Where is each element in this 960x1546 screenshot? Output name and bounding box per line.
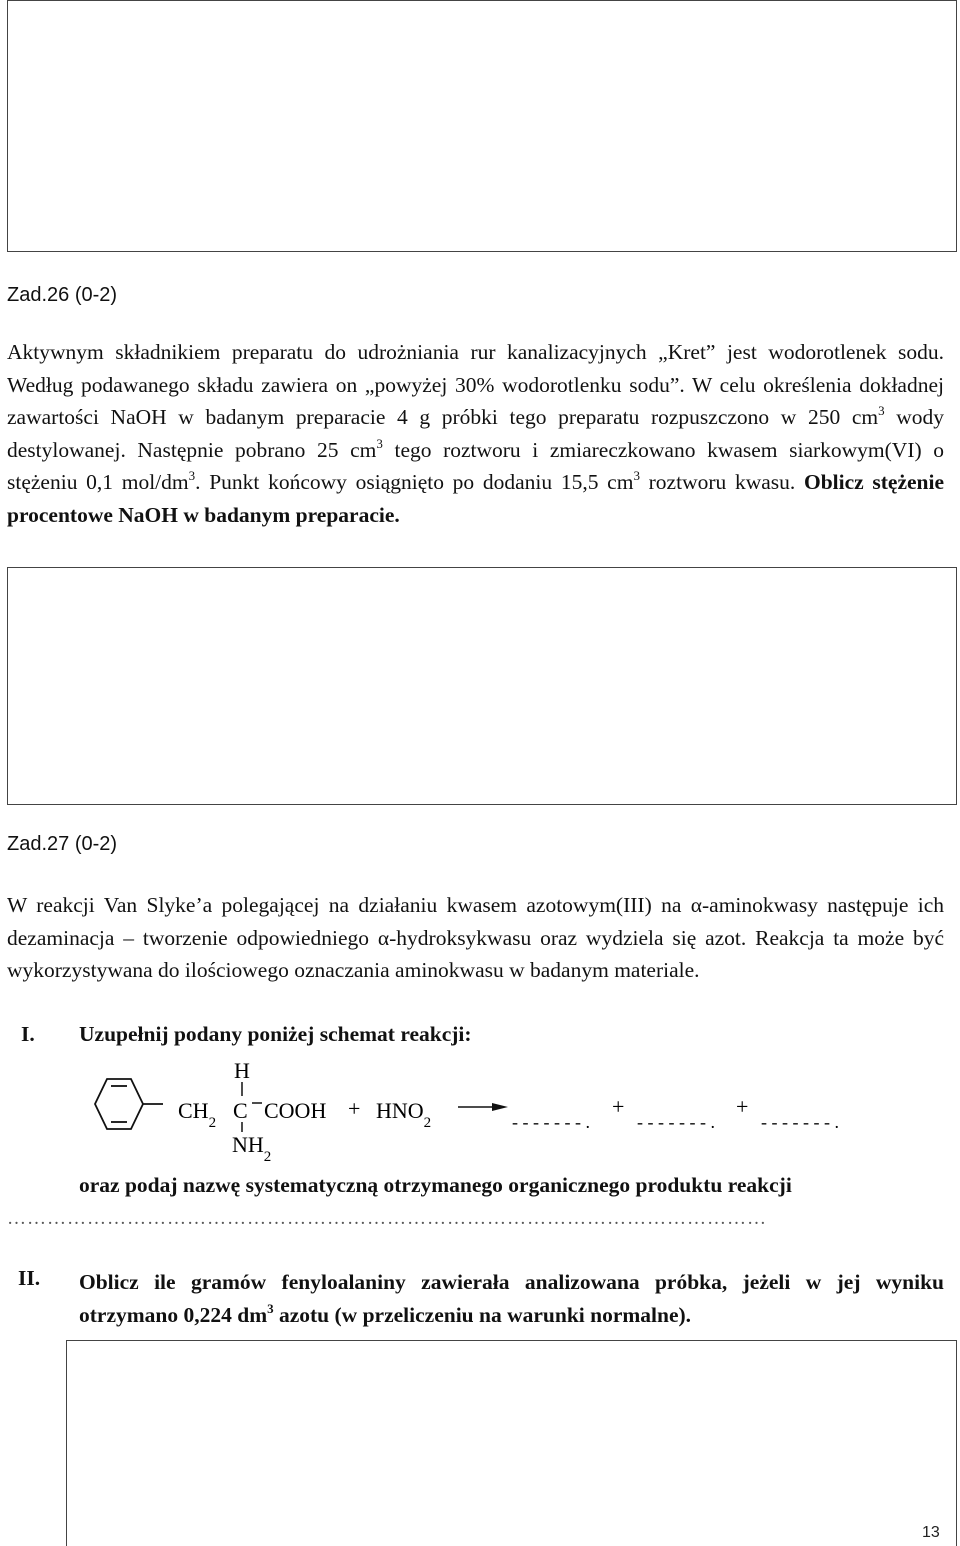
part-1-task: Uzupełnij podany poniżej schemat reakcji: bbox=[79, 1022, 472, 1046]
task-26-heading: Zad.26 (0-2) bbox=[7, 284, 118, 306]
product-blank-3[interactable]: - - - - - - - . bbox=[761, 1112, 839, 1132]
scheme-hno2: $HNO_2$ bbox=[376, 1098, 432, 1131]
benzene-ring-icon bbox=[95, 1079, 163, 1129]
scheme-ch2: $CH_2$ bbox=[178, 1098, 217, 1131]
scheme-plus-3: + bbox=[736, 1094, 749, 1119]
name-task: oraz podaj nazwę systematyczną otrzymanego organicznego produktu reakcji bbox=[79, 1173, 792, 1197]
scheme-c: C bbox=[233, 1098, 248, 1123]
scheme-cooh: COOH bbox=[264, 1098, 327, 1123]
scheme-nh2: $NH_2$ bbox=[232, 1132, 272, 1165]
task-27-heading: Zad.27 (0-2) bbox=[7, 833, 118, 855]
answer-box-26[interactable] bbox=[7, 567, 957, 805]
product-blank-2[interactable]: - - - - - - - . bbox=[637, 1112, 715, 1132]
task-27-intro: W reakcji Van Slyke’a polegającej na działaniu kwasem azotowym(III) na α-aminokwasy następuje ich dezaminacja – tworzenie odpowiedniego α-hydroksykwasu oraz wydziela się azot. Reakcja ta może być wykorzystywana do ilościowego oznaczania aminokwasu w badanym materiale. bbox=[7, 893, 944, 982]
scheme-h: H bbox=[234, 1058, 250, 1083]
task-26-text: Aktywnym składnikiem preparatu do udrożniania rur kanalizacyjnych „Kret” jest wodorotlenek sodu. Według podawanego składu zawiera on „powyżej 30% wodorotlenku sodu”. W celu określenia dokładnej zawartości NaOH w badanym preparacie 4 g próbki tego preparatu rozpuszczono w 250 $cm^3$ wody destylowanej. Następnie pobrano 25 $cm^3$ tego roztworu i zmiareczkowano kwasem siarkowym(VI) o stężeniu 0,1 mol/$dm^3$. Punkt końcowy osiągnięto po dodaniu 15,5 $cm^3$ roztworu kwasu. Oblicz stężenie procentowe NaOH w badanym preparacie. bbox=[7, 340, 945, 527]
part-2-task: Oblicz ile gramów fenyloalaniny zawierała analizowana próbka, jeżeli w jej wyniku otrzymano 0,224 $dm^3$ azotu (w przeliczeniu na warunki normalne). bbox=[79, 1270, 944, 1327]
part-1-label: I. bbox=[21, 1022, 35, 1046]
page-number: 13 bbox=[922, 1524, 940, 1541]
scheme-plus-2: + bbox=[612, 1094, 625, 1119]
product-blank-1[interactable]: - - - - - - - . bbox=[512, 1112, 590, 1132]
answer-dotted-line[interactable]: …………………………………………………………………………………………………… bbox=[7, 1208, 767, 1229]
task-26-instruction: Oblicz stężenie procentowe NaOH w badanym preparacie. bbox=[7, 470, 945, 527]
part-2-label: II. bbox=[18, 1266, 41, 1290]
reaction-scheme bbox=[80, 1054, 940, 1166]
answer-box-top[interactable] bbox=[7, 0, 957, 252]
answer-box-27[interactable] bbox=[66, 1340, 957, 1546]
scheme-plus-1: + bbox=[348, 1096, 361, 1121]
reaction-arrow-icon bbox=[458, 1103, 508, 1111]
